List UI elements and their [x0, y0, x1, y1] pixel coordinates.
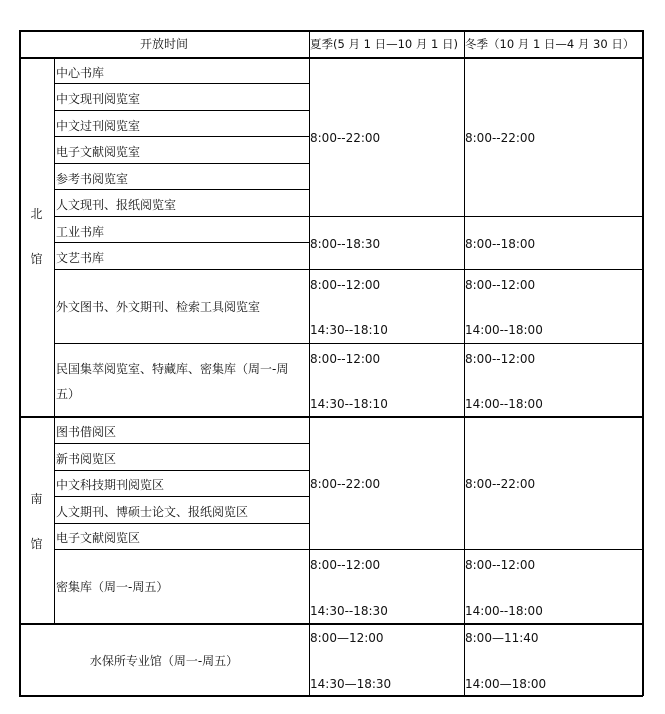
south-room: 新书阅览区 [56, 452, 117, 466]
north-room-continued: 五） [56, 387, 81, 401]
north-group3-summer-am: 8:00--12:00 [310, 278, 381, 292]
north-group4-summer-pm: 14:30--18:10 [310, 397, 388, 411]
south-room: 图书借阅区 [56, 425, 117, 439]
header-winter: 冬季（10 月 1 日—4 月 30 日） [465, 37, 635, 51]
north-group4-summer-am: 8:00--12:00 [310, 352, 381, 366]
north-building-label-top: 北 [30, 207, 43, 221]
north-group2-winter-hours: 8:00--18:00 [465, 237, 536, 251]
shuibao-library-name: 水保所专业馆（周一-周五） [89, 654, 239, 668]
south-group2-summer-am: 8:00--12:00 [310, 558, 381, 572]
header-open-time: 开放时间 [139, 37, 188, 51]
north-group3-summer-pm: 14:30--18:10 [310, 323, 388, 337]
north-group1-summer-hours: 8:00--22:00 [310, 131, 381, 145]
north-group3-winter-pm: 14:00--18:00 [465, 323, 543, 337]
south-group2-winter-pm: 14:00--18:00 [465, 604, 543, 618]
south-building-label-bottom: 馆 [30, 537, 43, 551]
header-summer: 夏季(5 月 1 日—10 月 1 日) [310, 37, 458, 51]
north-room: 中心书库 [56, 66, 105, 80]
shuibao-winter-am: 8:00—11:40 [465, 631, 539, 645]
shuibao-winter-pm: 14:00—18:00 [465, 677, 547, 691]
north-room: 中文过刊阅览室 [56, 119, 141, 133]
south-group2-summer-pm: 14:30--18:30 [310, 604, 388, 618]
south-group2-winter-am: 8:00--12:00 [465, 558, 536, 572]
north-room: 电子文献阅览室 [56, 145, 141, 159]
south-group1-winter-hours: 8:00--22:00 [465, 477, 536, 491]
north-building-label-bottom: 馆 [30, 252, 43, 266]
north-group4-winter-am: 8:00--12:00 [465, 352, 536, 366]
shuibao-summer-am: 8:00—12:00 [310, 631, 384, 645]
north-group4-winter-pm: 14:00--18:00 [465, 397, 543, 411]
north-room: 参考书阅览室 [56, 172, 129, 186]
south-room: 中文科技期刊阅览区 [56, 478, 165, 492]
north-room: 人文现刊、报纸阅览室 [56, 198, 177, 212]
north-room: 工业书库 [56, 225, 105, 239]
shuibao-summer-pm: 14:30—18:30 [310, 677, 392, 691]
opening-hours-table [19, 30, 643, 696]
north-group1-winter-hours: 8:00--22:00 [465, 131, 536, 145]
south-room: 人文期刊、博硕士论文、报纸阅览区 [56, 505, 249, 519]
north-room: 外文图书、外文期刊、检索工具阅览室 [56, 300, 261, 314]
south-room: 电子文献阅览区 [56, 531, 141, 545]
south-room: 密集库（周一-周五） [56, 580, 169, 594]
south-group1-summer-hours: 8:00--22:00 [310, 477, 381, 491]
north-group3-winter-am: 8:00--12:00 [465, 278, 536, 292]
north-group2-summer-hours: 8:00--18:30 [310, 237, 381, 251]
north-room: 民国集萃阅览室、特藏库、密集库（周一-周 [56, 362, 289, 376]
north-room: 文艺书库 [56, 251, 105, 265]
south-building-label-top: 南 [30, 492, 43, 506]
north-room: 中文现刊阅览室 [56, 92, 141, 106]
